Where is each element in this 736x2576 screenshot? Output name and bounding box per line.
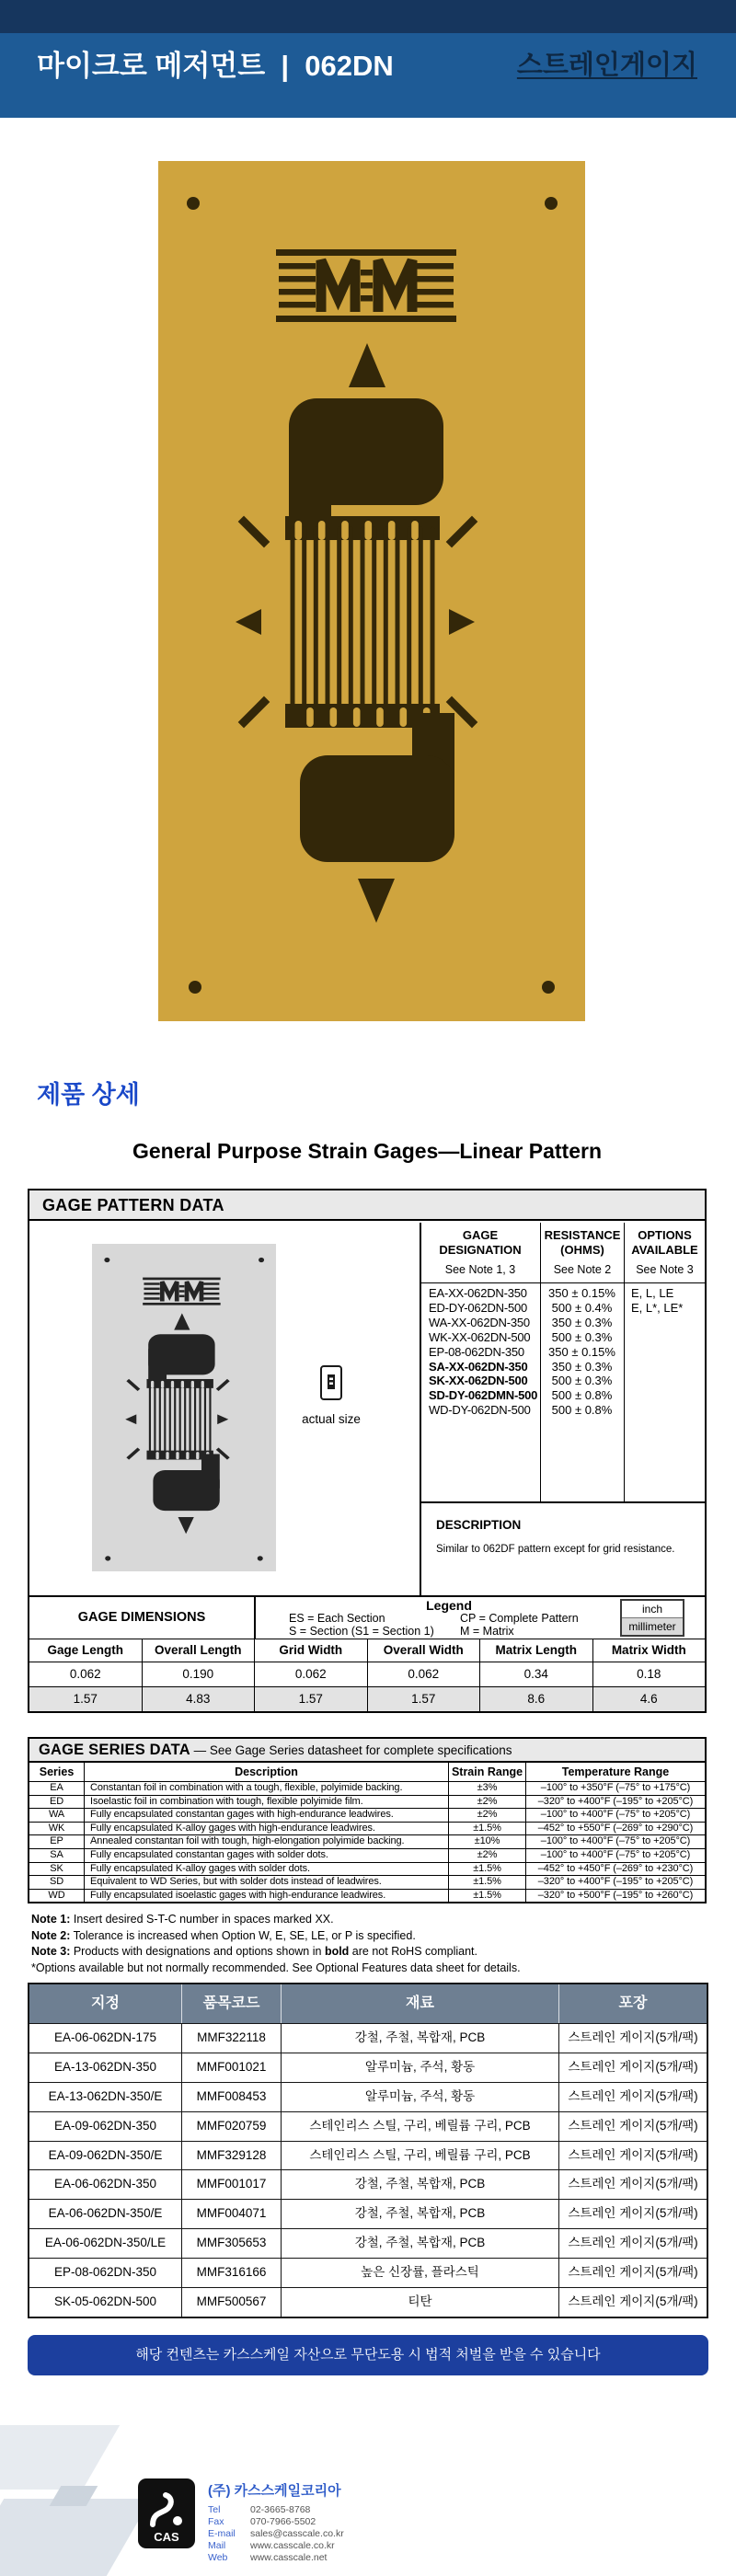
series-description-cell: Fully encapsulated K-alloy gages with high-endurance leadwires. <box>85 1823 449 1835</box>
unit-millimeter-button[interactable]: millimeter <box>622 1617 683 1635</box>
copyright-notice-banner: 해당 컨텐츠는 카스스케일 자산으로 무단도용 시 법적 처벌을 받을 수 있습니다 <box>28 2335 708 2375</box>
product-designation-cell: SK-05-062DN-500 <box>29 2288 182 2317</box>
note-line: *Options available but not normally recommended. See Optional Features data sheet for details. <box>31 1961 521 1974</box>
temperature-range-cell: –320° to +400°F (–195° to +205°C) <box>537 1795 694 1807</box>
note-line: Note 2: Tolerance is increased when Option W, E, SE, LE, or P is specified. <box>31 1928 416 1942</box>
gage-designation: SA-XX-062DN-350 <box>429 1359 528 1374</box>
dimension-inch-cell: 0.190 <box>143 1662 256 1686</box>
series-description-cell: Fully encapsulated K-alloy gages with solder dots. <box>85 1863 449 1876</box>
product-packaging-cell: 스트레인 게이지(5개/팩) <box>568 2206 698 2221</box>
series-table-title: GAGE SERIES DATA — See Gage Series datasheet for complete specifications <box>29 1739 705 1763</box>
contact-row <box>208 2528 344 2540</box>
product-packaging-cell: 스트레인 게이지(5개/팩) <box>568 2147 698 2162</box>
series-cell: SK <box>29 1863 85 1876</box>
gage-designation-list <box>429 1286 537 1418</box>
series-header: Series <box>29 1763 85 1781</box>
product-packaging-cell: 스트레인 게이지(5개/팩) <box>568 2118 698 2133</box>
product-material-cell: 티탄 <box>282 2288 559 2317</box>
resistance-list <box>541 1286 623 1418</box>
column-header-designation: GAGE DESIGNATION See Note 1, 3 <box>439 1228 522 1276</box>
product-row <box>29 2169 707 2199</box>
gage-designation: EA-XX-062DN-350 <box>429 1286 527 1300</box>
dimension-header-cell: Matrix Length <box>480 1639 593 1662</box>
dimension-inch-cell: 0.062 <box>29 1662 143 1686</box>
temperature-range-cell: –320° to +500°F (–195° to +260°C) <box>537 1889 694 1901</box>
strain-range-cell: ±1.5% <box>449 1823 526 1835</box>
temperature-range-cell: –100° to +400°F (–75° to +205°C) <box>540 1848 691 1860</box>
series-table-row <box>29 1835 705 1849</box>
legend-item: CP = Complete Pattern <box>460 1612 579 1625</box>
product-material-cell: 알루미늄, 주석, 황동 <box>282 2083 559 2111</box>
product-designation-cell: EA-06-062DN-175 <box>29 2024 182 2053</box>
contact-label: Web <box>208 2552 228 2563</box>
series-description-cell: Fully encapsulated constantan gages with solder dots. <box>85 1849 449 1862</box>
temperature-range-header: Temperature Range <box>561 1765 670 1778</box>
product-designation-cell: EP-08-062DN-350 <box>29 2259 182 2287</box>
strain-range-cell: ±2% <box>449 1796 526 1809</box>
product-code-cell: MMF008453 <box>182 2083 282 2111</box>
product-packaging-cell: 스트레인 게이지(5개/팩) <box>568 2088 698 2103</box>
series-table-row <box>29 1823 705 1836</box>
product-material-cell: 스테인리스 스틸, 구리, 베릴륨 구리, PCB <box>282 2112 559 2141</box>
item-code-header: 품목코드 <box>182 1984 282 2023</box>
series-description-cell: Equivalent to WD Series, but with solder dots instead of leadwires. <box>85 1876 449 1889</box>
product-row <box>29 2199 707 2228</box>
product-packaging-cell: 스트레인 게이지(5개/팩) <box>568 2030 698 2044</box>
legend-right-items <box>460 1613 579 1638</box>
product-row <box>29 2111 707 2141</box>
contact-list <box>208 2504 344 2564</box>
product-material-cell: 강철, 주철, 복합재, PCB <box>282 2200 559 2228</box>
strain-range-cell: ±1.5% <box>449 1890 526 1903</box>
dimension-mm-row <box>29 1687 705 1711</box>
product-code-cell: MMF329128 <box>182 2142 282 2170</box>
page-title: 마이크로 메저먼트 | 062DN <box>37 50 394 82</box>
series-cell: SA <box>29 1849 85 1862</box>
actual-size-widget <box>272 1365 390 1426</box>
product-designation-cell: EA-13-062DN-350/E <box>29 2083 182 2111</box>
product-packaging-cell: 스트레인 게이지(5개/팩) <box>568 2059 698 2074</box>
product-row <box>29 2287 707 2317</box>
option-value: E, L, LE <box>631 1286 674 1300</box>
product-row <box>29 2258 707 2287</box>
series-cell: SD <box>29 1876 85 1889</box>
product-packaging-cell: 스트레인 게이지(5개/팩) <box>568 2294 698 2309</box>
legend-item: M = Matrix <box>460 1624 514 1638</box>
product-code-cell: MMF316166 <box>182 2259 282 2287</box>
gage-designation: SK-XX-062DN-500 <box>429 1374 528 1388</box>
product-material-cell: 스테인리스 스틸, 구리, 베릴륨 구리, PCB <box>282 2142 559 2170</box>
resistance-value: 350 ± 0.3% <box>551 1315 613 1329</box>
product-table <box>28 1983 708 2318</box>
company-name: (주) 카스스케일코리아 <box>208 2483 341 2499</box>
strain-range-header: Strain Range <box>449 1763 526 1781</box>
series-table-row <box>29 1782 705 1796</box>
temperature-range-cell: –320° to +400°F (–195° to +205°C) <box>537 1876 694 1888</box>
product-designation-cell: EA-09-062DN-350/E <box>29 2142 182 2170</box>
resistance-value: 500 ± 0.8% <box>551 1403 613 1418</box>
legend-item: ES = Each Section <box>289 1612 385 1625</box>
gage-series-data-table <box>28 1737 707 1903</box>
series-table-row <box>29 1890 705 1903</box>
section-title: 제품 상세 <box>37 1081 140 1109</box>
gage-designation: WK-XX-062DN-500 <box>429 1329 531 1344</box>
note-line: Note 1: Insert desired S-T-C number in spaces marked XX. <box>31 1913 334 1926</box>
product-photo <box>158 161 585 1021</box>
dimension-mm-cell: 4.83 <box>143 1687 256 1711</box>
product-designation-cell: EA-06-062DN-350/LE <box>29 2229 182 2258</box>
header-top-strip <box>0 0 736 33</box>
product-material-cell: 강철, 주철, 복합재, PCB <box>282 2229 559 2258</box>
product-row <box>29 2023 707 2053</box>
product-designation-cell: EA-09-062DN-350 <box>29 2112 182 2141</box>
datasheet-title: General Purpose Strain Gages—Linear Pattern <box>132 1139 602 1163</box>
column-header-resistance: RESISTANCE (OHMS) See Note 2 <box>544 1228 621 1276</box>
resistance-value: 350 ± 0.15% <box>548 1344 615 1359</box>
category-link[interactable]: 스트레인게이지 <box>516 51 697 80</box>
note-line: Note 3: Products with designations and options shown in bold are not RoHS compliant. <box>31 1945 477 1959</box>
dimension-inch-cell: 0.34 <box>480 1662 593 1686</box>
product-material-cell: 강철, 주철, 복합재, PCB <box>282 2170 559 2199</box>
options-list <box>631 1286 683 1316</box>
series-table-row <box>29 1863 705 1877</box>
product-code-cell: MMF020759 <box>182 2112 282 2141</box>
description-text: Similar to 062DF pattern except for grid resistance. <box>436 1544 675 1555</box>
gage-designation: WA-XX-062DN-350 <box>429 1315 530 1329</box>
contact-label: Mail <box>208 2540 226 2551</box>
product-row <box>29 2228 707 2258</box>
actual-size-gauge-icon <box>320 1365 342 1400</box>
product-material-cell: 강철, 주철, 복합재, PCB <box>282 2024 559 2053</box>
contact-label: E-mail <box>208 2528 236 2539</box>
temperature-range-cell: –100° to +400°F (–75° to +205°C) <box>540 1835 691 1847</box>
resistance-value: 350 ± 0.3% <box>551 1359 613 1374</box>
legend-item: S = Section (S1 = Section 1) <box>289 1624 434 1638</box>
product-code-cell: MMF305653 <box>182 2229 282 2258</box>
dimension-mm-cell: 1.57 <box>368 1687 481 1711</box>
series-cell: ED <box>29 1796 85 1809</box>
product-material-cell: 높은 신장률, 플라스틱 <box>282 2259 559 2287</box>
dimension-header-cell: Matrix Width <box>611 1643 686 1657</box>
gage-dimensions-label: GAGE DIMENSIONS <box>77 1610 206 1625</box>
dimension-inch-row <box>29 1662 705 1686</box>
strain-range-cell: ±2% <box>449 1809 526 1822</box>
series-cell: EA <box>29 1782 85 1795</box>
unit-toggle <box>620 1599 684 1637</box>
dimension-mm-cell: 1.57 <box>255 1687 368 1711</box>
resistance-value: 500 ± 0.3% <box>551 1329 613 1344</box>
legend-title: Legend <box>426 1598 472 1613</box>
dimension-inch-cell: 0.18 <box>637 1667 661 1681</box>
gauge-pattern-thumbnail <box>92 1244 276 1571</box>
series-table-body <box>29 1782 705 1902</box>
product-packaging-cell: 스트레인 게이지(5개/팩) <box>568 2265 698 2280</box>
product-code-cell: MMF322118 <box>182 2024 282 2053</box>
contact-row <box>208 2552 344 2564</box>
series-description-cell: Isoelastic foil in combination with tough, flexible polyimide film. <box>85 1796 449 1809</box>
product-designation-cell: EA-06-062DN-350/E <box>29 2200 182 2228</box>
divider <box>420 1501 705 1503</box>
strain-range-cell: ±3% <box>449 1782 526 1795</box>
svg-text:CAS: CAS <box>154 2530 179 2544</box>
gage-designation: ED-DY-062DN-500 <box>429 1300 528 1315</box>
contact-value[interactable]: www.casscale.co.kr <box>250 2540 335 2551</box>
dimension-mm-cell: 8.6 <box>480 1687 593 1711</box>
product-row <box>29 2082 707 2111</box>
contact-value[interactable]: 02-3665-8768 <box>250 2504 311 2515</box>
series-table-header-row <box>29 1763 705 1782</box>
series-description-cell: Constantan foil in combination with a tough, flexible, polyimide backing. <box>85 1782 449 1795</box>
description-header: Description <box>85 1763 449 1781</box>
strain-range-cell: ±1.5% <box>449 1876 526 1889</box>
contact-value[interactable]: 070-7966-5502 <box>250 2516 316 2527</box>
series-description-cell: Fully encapsulated isoelastic gages with high-endurance leadwires. <box>85 1890 449 1903</box>
series-cell: WD <box>29 1890 85 1903</box>
product-packaging-cell: 스트레인 게이지(5개/팩) <box>568 2177 698 2191</box>
divider <box>420 1223 421 1595</box>
product-code-cell: MMF001021 <box>182 2053 282 2082</box>
legend-left-items <box>289 1613 434 1638</box>
product-designation-cell: EA-13-062DN-350 <box>29 2053 182 2082</box>
strain-range-cell: ±2% <box>449 1849 526 1862</box>
product-packaging-cell: 스트레인 게이지(5개/팩) <box>568 2236 698 2250</box>
material-header: 재료 <box>282 1984 559 2023</box>
product-table-header-row <box>29 1984 707 2023</box>
divider <box>420 1282 705 1283</box>
description-heading: DESCRIPTION <box>436 1518 522 1532</box>
contact-value[interactable]: sales@casscale.co.kr <box>250 2528 344 2539</box>
contact-row <box>208 2540 344 2552</box>
temperature-range-cell: –452° to +450°F (–269° to +230°C) <box>537 1862 694 1874</box>
temperature-range-cell: –100° to +400°F (–75° to +205°C) <box>540 1809 691 1821</box>
resistance-value: 500 ± 0.3% <box>551 1374 613 1388</box>
contact-row <box>208 2504 344 2516</box>
column-header-options: OPTIONS AVAILABLE See Note 3 <box>631 1228 698 1276</box>
product-code-cell: MMF001017 <box>182 2170 282 2199</box>
watermark-shape <box>0 2425 120 2490</box>
dimension-headers-row <box>29 1639 705 1662</box>
product-table-body <box>29 2023 707 2317</box>
contact-value[interactable]: www.casscale.net <box>250 2552 328 2563</box>
series-description-cell: Annealed constantan foil with tough, high-elongation polyimide backing. <box>85 1835 449 1848</box>
contact-label: Fax <box>208 2516 224 2527</box>
contact-label: Tel <box>208 2504 221 2515</box>
gage-designation: EP-08-062DN-350 <box>429 1344 524 1359</box>
dimension-header-cell: Gage Length <box>29 1639 143 1662</box>
dimension-header-cell: Grid Width <box>255 1639 368 1662</box>
gage-designation: WD-DY-062DN-500 <box>429 1403 531 1418</box>
contact-row <box>208 2516 344 2528</box>
series-cell: EP <box>29 1835 85 1848</box>
series-table-row <box>29 1809 705 1823</box>
resistance-value: 500 ± 0.8% <box>551 1388 613 1403</box>
product-row <box>29 2141 707 2170</box>
product-code-cell: MMF004071 <box>182 2200 282 2228</box>
designation-header: 지정 <box>29 1984 182 2023</box>
resistance-value: 350 ± 0.15% <box>548 1286 615 1300</box>
product-material-cell: 알루미늄, 주석, 황동 <box>282 2053 559 2082</box>
product-code-cell: MMF500567 <box>182 2288 282 2317</box>
dimension-header-cell: Overall Length <box>143 1639 256 1662</box>
series-description-cell: Fully encapsulated constantan gages with high-endurance leadwires. <box>85 1809 449 1822</box>
series-table-row <box>29 1796 705 1810</box>
notes-block <box>31 1912 521 1976</box>
strain-range-cell: ±1.5% <box>449 1863 526 1876</box>
series-table-row <box>29 1876 705 1890</box>
series-cell: WK <box>29 1823 85 1835</box>
gage-pattern-data-table <box>28 1189 707 1713</box>
temperature-range-cell: –100° to +350°F (–75° to +175°C) <box>540 1782 691 1793</box>
product-row <box>29 2053 707 2082</box>
series-table-row <box>29 1849 705 1863</box>
strain-gauge-gold-image <box>158 161 585 1021</box>
dimension-inch-cell: 0.062 <box>368 1662 481 1686</box>
cas-logo <box>138 2478 195 2548</box>
dimension-inch-cell: 0.062 <box>255 1662 368 1686</box>
unit-inch-button[interactable]: inch <box>622 1601 683 1617</box>
dimension-mm-cell: 1.57 <box>29 1687 143 1711</box>
temperature-range-cell: –452° to +550°F (–269° to +290°C) <box>537 1822 694 1834</box>
gage-designation: SD-DY-062DMN-500 <box>429 1388 538 1403</box>
series-cell: WA <box>29 1809 85 1822</box>
pattern-table-title: GAGE PATTERN DATA <box>29 1190 705 1221</box>
packaging-header: 포장 <box>618 1995 648 2011</box>
resistance-value: 500 ± 0.4% <box>551 1300 613 1315</box>
actual-size-label: actual size <box>302 1412 361 1426</box>
watermark-shape <box>0 2499 151 2576</box>
option-value: E, L*, LE* <box>631 1300 684 1315</box>
dimension-mm-cell: 4.6 <box>639 1692 658 1706</box>
dimension-header-cell: Overall Width <box>368 1639 481 1662</box>
product-designation-cell: EA-06-062DN-350 <box>29 2170 182 2199</box>
strain-range-cell: ±10% <box>449 1835 526 1848</box>
